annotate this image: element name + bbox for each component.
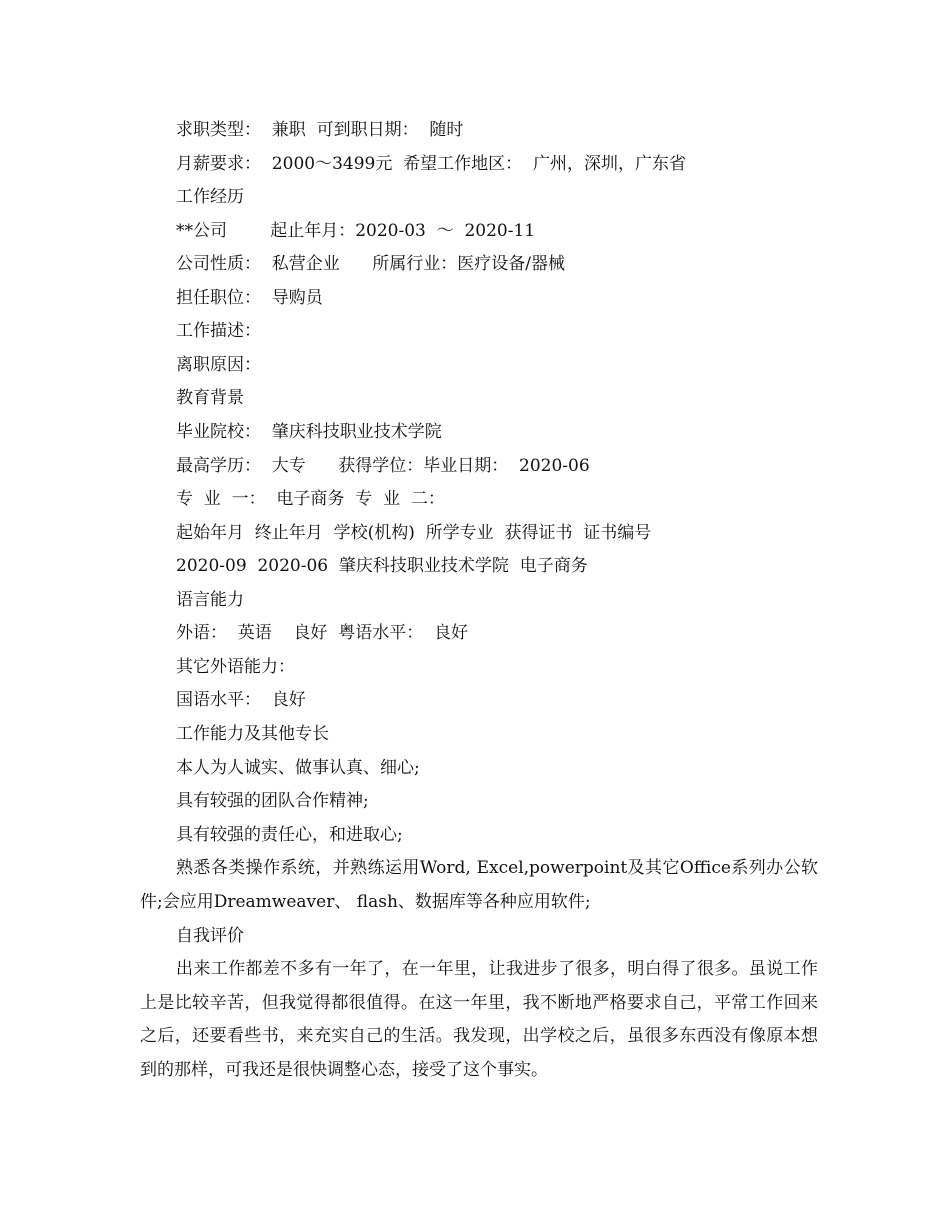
company-nature-line: 公司性质： 私营企业 所属行业：医疗设备/器械 (176, 254, 565, 274)
school-line: 毕业院校： 肇庆科技职业技术学院 (176, 422, 442, 442)
skills-heading: 工作能力及其他专长 (176, 724, 329, 744)
self-evaluation-heading: 自我评价 (176, 926, 244, 946)
education-table-header: 起始年月 终止年月 学校(机构) 所学专业 获得证书 证书编号 (176, 523, 652, 543)
skill-responsibility-line: 具有较强的责任心，和进取心; (176, 825, 403, 845)
language-heading: 语言能力 (176, 590, 244, 610)
job-type-line: 求职类型： 兼职 可到职日期： 随时 (176, 120, 464, 140)
leave-reason-line: 离职原因： (176, 355, 261, 375)
skill-honest-line: 本人为人诚实、做事认真、细心; (176, 758, 420, 778)
other-language-line: 其它外语能力： (176, 657, 295, 677)
degree-line: 最高学历： 大专 获得学位：毕业日期： 2020-06 (176, 456, 590, 476)
major-line: 专 业 一： 电子商务 专 业 二： (176, 489, 445, 509)
self-evaluation-paragraph: 出来工作都差不多有一年了，在一年里，让我进步了很多，明白得了很多。虽说工作上是比较辛苦，但我觉得都很值得。在这一年里，我不断地严格要求自己，平常工作回来之后，还要看些书，来充实自己的生活。我发现，出学校之后，虽很多东西没有像原本想到的那样，可我还是很快调整心态，接受了这个事实。 (140, 959, 818, 1080)
skill-teamwork-line: 具有较强的团队合作精神; (176, 791, 369, 811)
company-line: **公司 起止年月：2020-03 ～ 2020-11 (176, 221, 536, 241)
job-description-line: 工作描述： (176, 321, 261, 341)
salary-line: 月薪要求： 2000～3499元 希望工作地区： 广州，深圳，广东省 (176, 154, 686, 174)
foreign-language-line: 外语： 英语 良好 粤语水平： 良好 (176, 623, 469, 643)
mandarin-line: 国语水平： 良好 (176, 690, 306, 710)
work-experience-heading: 工作经历 (176, 187, 244, 207)
software-skills-paragraph: 熟悉各类操作系统，并熟练运用Word, Excel,powerpoint及其它Office系列办公软件;会应用Dreamweaver、 flash、数据库等各种应用软件; (140, 858, 818, 912)
position-line: 担任职位： 导购员 (176, 288, 323, 308)
education-table-row: 2020-09 2020-06 肇庆科技职业技术学院 电子商务 (176, 556, 588, 576)
education-heading: 教育背景 (176, 388, 244, 408)
